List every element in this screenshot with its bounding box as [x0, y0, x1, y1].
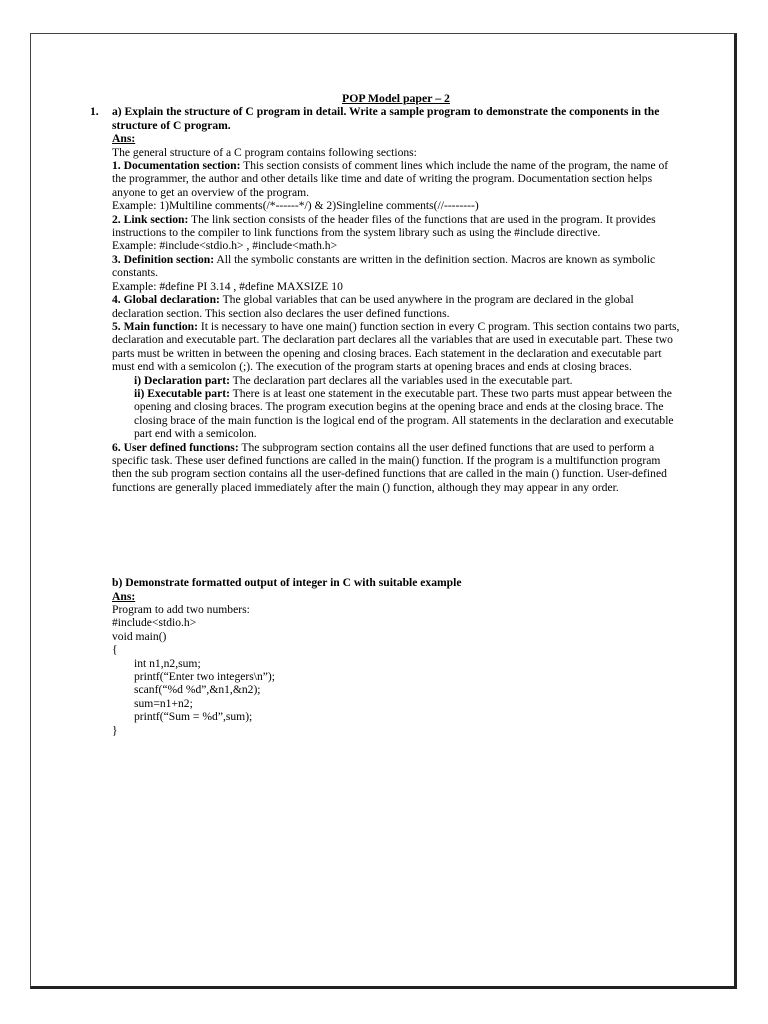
document-content — [90, 91, 680, 737]
section-link — [112, 213, 680, 253]
code-line: sum=n1+n2; — [134, 696, 193, 710]
section-text: It is necessary to have one main() function section in every C program. This section contains two parts, declaration and executable part. The declaration part declares all the variables that are used in executable part. These two parts must be written in between the opening and closing braces. Each statement in the declaration and executable part must end with a semicolon (;). The execution of the program starts at opening braces and ends at closing braces. — [112, 319, 680, 374]
answer-label-1b: Ans: — [112, 589, 136, 603]
code-line: { — [112, 643, 118, 657]
subpart-heading: ii) Executable part: — [134, 386, 230, 400]
section-text: The global variables that can be used anywhere in the program are declared in the global declaration section. This section also declares the user defined functions. — [112, 293, 634, 320]
section-text: This section consists of comment lines which include the name of the program, the name of the programmer, the author and other details like time and date of writing the program. Documentation section helps anyone to get an overview of the program. — [112, 159, 669, 199]
spacer — [112, 494, 680, 576]
section-text: The link section consists of the header files of the functions that are used in the program. It provides instructions to the compiler to link functions from the system library such as using the #include directive. — [112, 212, 656, 240]
section-heading: 1. Documentation section: — [112, 159, 241, 173]
question-1b-text: b) Demonstrate formatted output of integer in C with suitable example — [112, 576, 462, 590]
question-text: a) Explain the structure of C program in detail. Write a sample program to demonstrate the components in the structure of C program. — [112, 105, 660, 132]
answer-label: Ans: — [112, 132, 136, 146]
code-line: printf(“Enter two integers\n”); — [134, 670, 276, 684]
section-example: Example: #include<stdio.h> , #include<math.h> — [112, 239, 338, 253]
section-heading: 4. Global declaration: — [112, 293, 220, 307]
page-title: POP Model paper – 2 — [342, 91, 450, 105]
code-line: printf(“Sum = %d”,sum); — [134, 710, 253, 724]
section-example: Example: #define PI 3.14 , #define MAXSIZE 10 — [112, 279, 343, 293]
subpart-heading: i) Declaration part: — [134, 373, 230, 387]
section-definition — [112, 253, 680, 293]
section-global-declaration — [112, 293, 680, 320]
section-heading: 6. User defined functions: — [112, 440, 239, 454]
section-text: The subprogram section contains all the user defined functions that are used to perform a specific task. These user defined functions are called in the main() function. If the program is a multifunction program then the sub program section contains all the user-defined functions that are called in the main () function. User-defined functions are generally placed immediately after the main () function, although they may appear in any order. — [112, 440, 667, 494]
subpart-text: The declaration part declares all the variables used in the executable part. — [229, 373, 573, 387]
subpart-declaration — [112, 374, 680, 387]
subpart-text: There is at least one statement in the executable part. These two parts must appear between the opening and closing braces. The program execution begins at the opening brace and ends at the closing brace. The closing brace of the main function is the logical end of the program. All statements in the declaration and executable part end with a semicolon. — [134, 386, 674, 441]
question-number: 1. — [90, 105, 99, 119]
code-block — [112, 616, 680, 737]
answer-intro: The general structure of a C program contains following sections: — [112, 145, 417, 159]
section-example: Example: 1)Multiline comments(/*------*/) & 2)Singleline comments(//--------) — [112, 199, 479, 213]
code-line: #include<stdio.h> — [112, 616, 197, 630]
code-line: void main() — [112, 629, 167, 643]
code-line: int n1,n2,sum; — [134, 656, 201, 670]
subpart-executable — [112, 387, 680, 441]
code-line: scanf(“%d %d”,&n1,&n2); — [134, 683, 261, 697]
code-line: } — [112, 723, 118, 737]
section-main-function — [112, 320, 680, 374]
program-intro: Program to add two numbers: — [112, 603, 250, 616]
question-1a — [90, 105, 680, 132]
section-documentation — [112, 159, 680, 213]
section-heading: 3. Definition section: — [112, 252, 215, 266]
section-heading: 5. Main function: — [112, 319, 198, 333]
section-heading: 2. Link section: — [112, 212, 189, 226]
section-text: All the symbolic constants are written in the definition section. Macros are known as symbolic constants. — [112, 252, 656, 280]
section-user-defined-functions — [112, 441, 680, 495]
